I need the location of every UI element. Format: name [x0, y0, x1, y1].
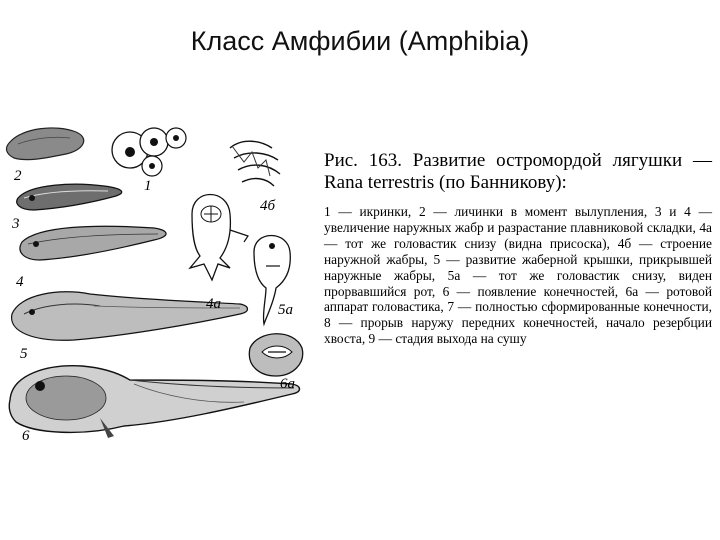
- slide-title: Класс Амфибии (Amphibia): [190, 26, 530, 56]
- label-2: 2: [14, 168, 22, 184]
- larva-hatching-drawing: [7, 128, 84, 160]
- larva-stage-4-drawing: [20, 226, 166, 260]
- label-1: 1: [144, 178, 152, 194]
- illustration: [4, 118, 320, 450]
- eggs-drawing: [112, 128, 186, 176]
- label-4: 4: [16, 274, 24, 290]
- tadpole-development-figure: [4, 118, 320, 450]
- caption-body: 1 — икринки, 2 — личинки в момент вылупления, 3 и 4 — увеличение наружных жабр и разрастание плавниковой складки, 4а — тот же головастик снизу (видна присоска), 4б — строение наружной жабры, 5 — развитие жаберной крышки, прикрывшей наружные жабры, 5а — тот же головастик снизу, виден прорвавшийся рот, 6 — появление конечностей, 6а — ротовой аппарат головастика, 7 — полностью сформированные конечности, 8 — прорыв наружу передних конечностей, начало резербции хвоста, 9 — стадия выхода на сушу: [324, 204, 712, 347]
- tadpole-underside-4a-drawing: [190, 195, 248, 281]
- label-4b: 4б: [260, 198, 276, 214]
- label-5a: 5а: [278, 302, 293, 318]
- label-4a: 4а: [206, 296, 221, 312]
- label-3: 3: [12, 216, 20, 232]
- label-6a: 6а: [280, 376, 295, 392]
- caption-title: Рис. 163. Развитие остромордой лягушки — Rana terrestris (по Банникову):: [324, 150, 712, 193]
- figure-caption: [324, 150, 712, 347]
- label-5: 5: [20, 346, 28, 362]
- mouth-apparatus-drawing: [249, 334, 302, 376]
- larva-stage-3-drawing: [17, 184, 122, 210]
- label-6: 6: [22, 428, 30, 444]
- gill-structure-drawing: [230, 141, 280, 186]
- tadpole-stage-6-drawing: [9, 366, 299, 438]
